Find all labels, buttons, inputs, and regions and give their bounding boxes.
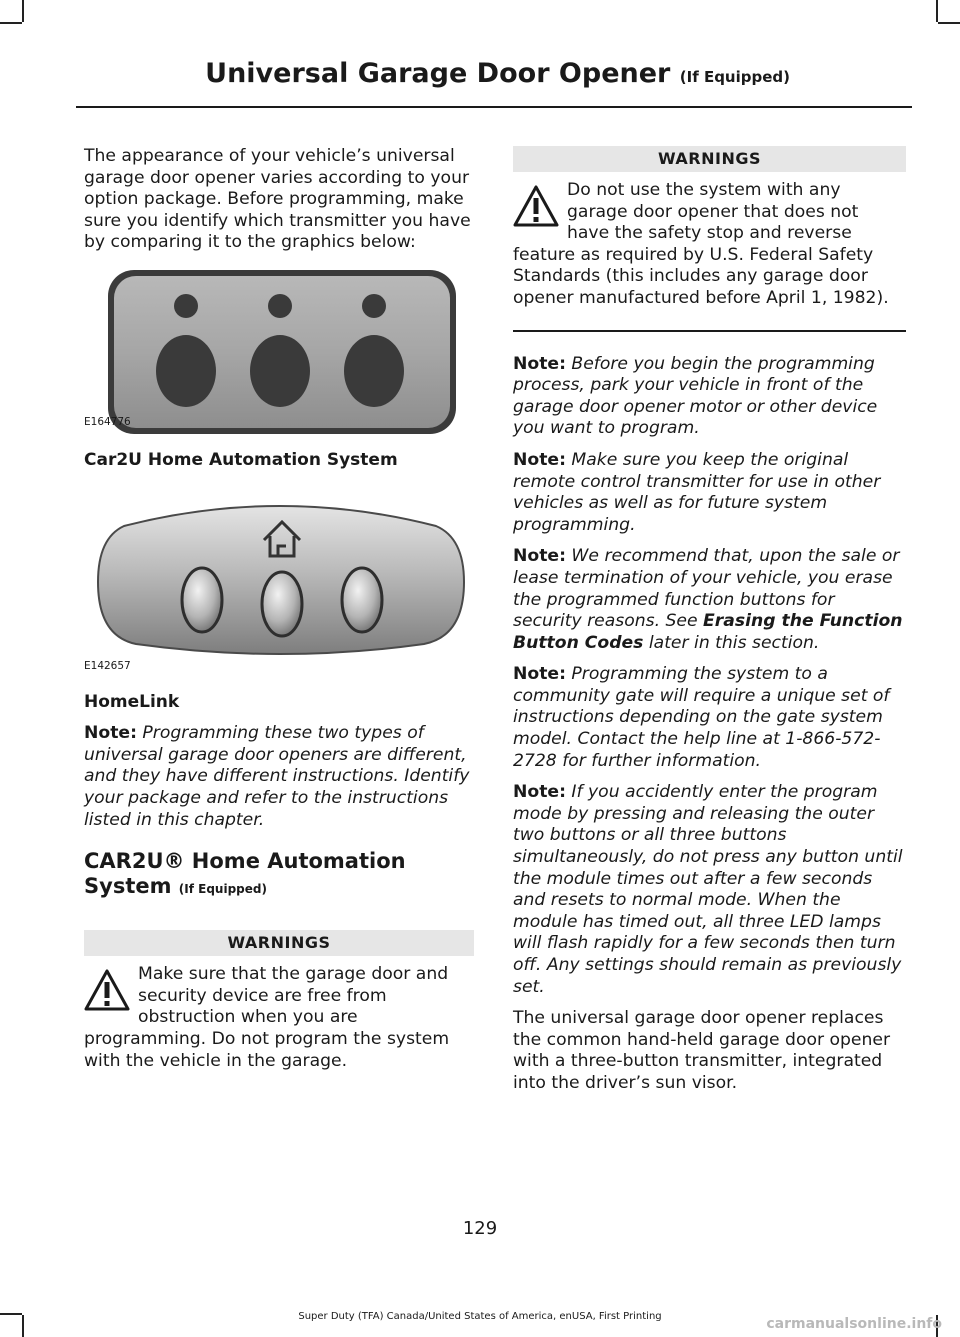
car2u-transmitter-illustration [84,268,474,438]
led-left [174,294,198,318]
section-heading [84,849,474,902]
left-column [84,146,474,1072]
page-number: 129 [462,1218,498,1239]
figure-code: E142657 [84,659,131,672]
warnings-title: WARNINGS [84,930,474,956]
crop-mark [936,0,938,22]
note-paragraph [513,546,906,654]
led-middle [268,294,292,318]
crop-mark [0,22,22,24]
warnings-box [513,146,906,332]
led-right [362,294,386,318]
note-paragraph [513,450,906,536]
note-text: We recommend that, upon the sale or lease termination of your vehicle, you erase the programmed function buttons for security reasons. See [513,546,900,632]
note-paragraph [513,664,906,772]
page-title-suffix: (If Equipped) [679,68,790,86]
note-text: If you accidently enter the program mode by pressing and releasing the outer two buttons or all three buttons simultaneously, do not press any button until the module times out after a few seconds and resets to normal mode. When the module has timed out, all three LED lamps will flash rapidly for a few seconds then turn off. Any settings should remain as previously set. [513,782,903,997]
note-text: Before you begin the programming process, park your vehicle in front of the garage door opener motor or other device you want to program. [513,353,878,439]
button-middle [250,335,310,407]
button-right [344,335,404,407]
header-rule [76,106,912,108]
figure-code: E164776 [84,415,131,428]
note-label: Note: [513,782,566,803]
warning-triangle-icon [84,968,130,1012]
warning-body [513,180,906,310]
figure-caption: Car2U Home Automation System [84,449,398,470]
figure-caption: HomeLink [84,691,180,712]
watermark: carmanualsonline.info [766,1316,942,1332]
button-middle [262,572,302,636]
warning-triangle-icon [513,184,559,228]
car2u-figure [84,268,474,438]
note-paragraph [84,723,474,831]
note-label: Note: [513,449,566,470]
cross-reference-link[interactable]: Erasing the Function Button Codes [513,611,903,653]
closing-paragraph: The universal garage door opener replaces the common hand-held garage door opener with a three-button transmitter, integrated into the driver’s sun visor. [513,1008,891,1093]
right-column [513,146,906,1095]
button-left [156,335,216,407]
warnings-rule [513,330,906,332]
note-text: Programming the system to a community gate will require a unique set of instructions depending on the gate system model. Contact the help line at 1-866-572-2728 for further information. [513,664,890,771]
crop-mark [938,22,960,24]
section-heading-text: CAR2U® Home Automation System [84,849,406,899]
note-text-after: later in this section. [648,632,820,653]
page-title [0,58,790,89]
note-label: Note: [513,664,566,685]
warning-text: Make sure that the garage door and security device are free from obstruction when you are programming. Do not program the system with the vehicle in the garage. [84,964,450,1071]
note-text: Programming these two types of universal garage door openers are different, and they have different instructions. Identify your package and refer to the instructions listed in this chapter. [84,723,470,830]
button-left [182,568,222,632]
homelink-transmitter-illustration [84,486,474,676]
warning-text: Do not use the system with any garage door opener that does not have the safety stop and reverse feature as required by U.S. Federal Safety Standards (this includes any garage door opener manufactured before April 1, 1982). [513,180,889,308]
page-title-text: Universal Garage Door Opener [205,58,671,89]
note-paragraph [513,354,906,440]
warnings-title: WARNINGS [513,146,906,172]
note-label: Note: [513,353,566,374]
section-heading-suffix: (If Equipped) [178,882,267,897]
button-right [342,568,382,632]
note-paragraph [513,782,906,998]
note-text: Make sure you keep the original remote control transmitter for use in other vehicles as well as for future system programming. [513,449,881,535]
note-label: Note: [513,546,566,567]
intro-paragraph: The appearance of your vehicle’s universal garage door opener varies according to your option package. Before programming, make sure you identify which transmitter you have by comparing it to the graphics below: [84,146,471,253]
warnings-box [84,930,474,1072]
crop-mark [22,0,24,22]
note-label: Note: [84,723,137,744]
homelink-figure [84,486,474,676]
edition-footer: Super Duty (TFA) Canada/United States of America, enUSA, First Printing [298,1311,662,1322]
warning-body [84,964,474,1072]
